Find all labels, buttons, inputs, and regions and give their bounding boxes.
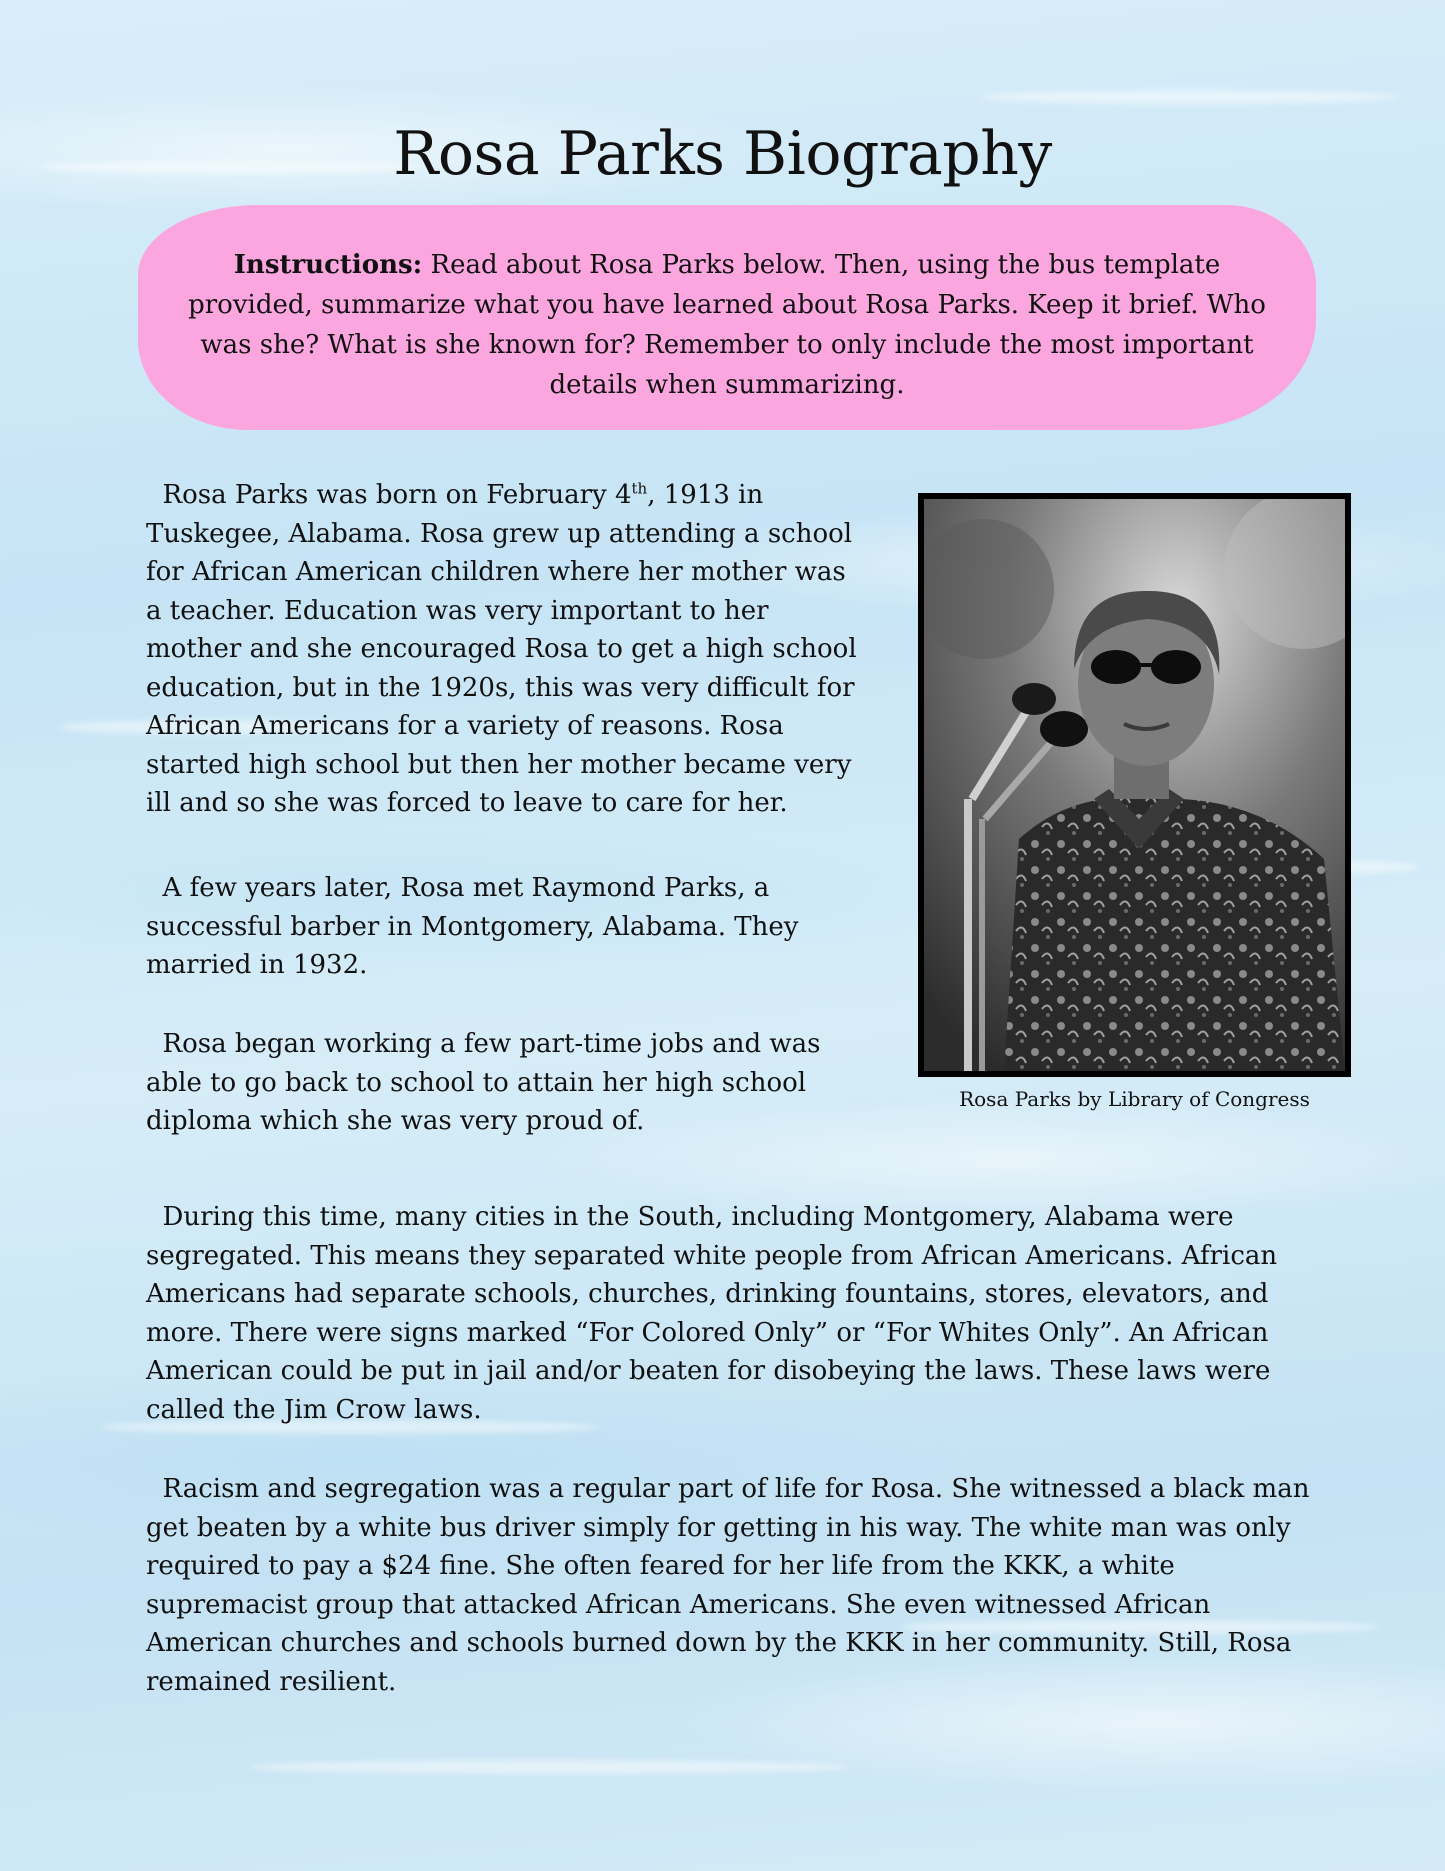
paragraph-marriage: A few years later, Rosa met Raymond Parks, a successful barber in Montgomery, Alabama. They married in 1932. [146,873,799,980]
portrait-photo [918,493,1351,1077]
instructions-text: Read about Rosa Parks below. Then, using the bus template provided, summarize what you have learned about Rosa Parks. Keep it brief. Who was she? What is she known for? Remember to only include the most important details when summarizing. [188,250,1266,400]
paragraph-racism: Racism and segregation was a regular part of life for Rosa. She witnessed a black man get beaten by a white bus driver simply for getting in his way. The white man was only required to pay a $24 fine. She often feared for her life from the KKK, a white supremacist group that attacked African Americans. She even witnessed African American churches and schools burned down by the KKK in her community. Still, Rosa remained resilient. [146,1474,1310,1697]
paragraph-birth-text-b: , 1913 in Tuskegee, Alabama. Rosa grew up attending a school for African American children where her mother was a teacher. Education was very important to her mother and she encouraged Rosa to get a high school education, but in the 1920s, this was very difficult for African Americans for a variety of reasons. Rosa started high school but then her mother became very ill and so she was forced to leave to care for her. [146,480,857,818]
instructions-box [138,205,1316,430]
watercolor-streak [980,90,1400,104]
photo-caption: Rosa Parks by Library of Congress [959,1087,1310,1111]
instructions-label: Instructions: [233,250,423,280]
portrait-photo-icon [924,499,1345,1071]
paragraph-segregation: During this time, many cities in the South, including Montgomery, Alabama were segregated. This means they separated white people from African Americans. African Americans had separate schools, churches, drinking fountains, stores, elevators, and more. There were signs marked “For Colored Only” or “For Whites Only”. An African American could be put in jail and/or beaten for disobeying the laws. These laws were called the Jim Crow laws. [146,1202,1278,1425]
paragraph-diploma: Rosa began working a few part-time jobs and was able to go back to school to attain her high school diploma which she was very proud of. [146,1029,821,1136]
paragraph-birth-text-a: Rosa Parks was born on February 4 [146,480,632,510]
page-title: Rosa Parks Biography [393,119,1052,189]
paragraph-birth [146,476,866,823]
ordinal-suffix: th [631,479,648,498]
watercolor-streak [250,1760,850,1774]
